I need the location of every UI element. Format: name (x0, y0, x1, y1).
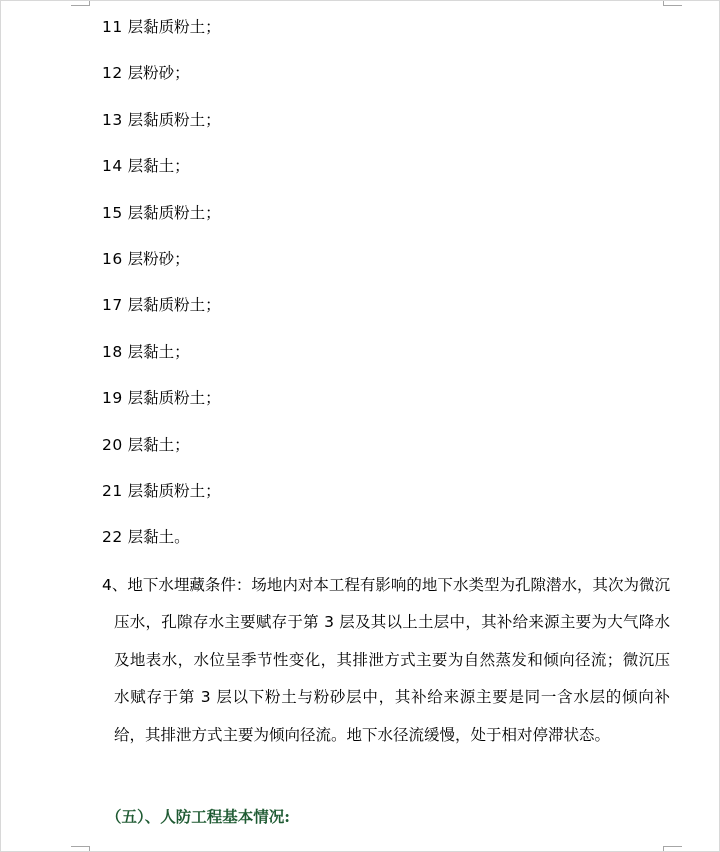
crop-mark-top-left (71, 1, 90, 6)
layer-number: 16 (102, 249, 123, 268)
layer-description: 层黏质粉土； (122, 203, 221, 222)
layer-description: 层黏质粉土； (122, 110, 221, 129)
soil-layer-item (102, 431, 221, 477)
layer-number: 21 (102, 481, 123, 500)
layer-number: 18 (102, 342, 123, 361)
layer-number: 15 (102, 203, 123, 222)
layer-number: 14 (102, 157, 123, 176)
layer-description: 层黏土； (122, 157, 190, 176)
groundwater-paragraph (102, 567, 670, 754)
layer-number: 13 (102, 110, 123, 129)
soil-layer-item (102, 338, 221, 384)
crop-mark-bottom-left (71, 846, 90, 851)
section-heading: （五）、人防工程基本情况: (106, 807, 290, 826)
groundwater-text: 地下水埋藏条件：场地内对本工程有影响的地下水类型为孔隙潜水，其次为微沉压水，孔隙存水主要赋存于第 3 层及其以上土层中，其补给来源主要为大气降水及地表水，水位呈季节性变化，其排泄方式主要为自然蒸发和倾向径流；微沉压水赋存于第 3 层以下粉土与粉砂层中，其补给来源主要是同一含水层的倾向补给，其排泄方式主要为倾向径流。地下水径流缓慢，处于相对停滞状态。 (114, 576, 670, 744)
soil-layer-item (102, 152, 221, 198)
soil-layer-item (102, 523, 221, 569)
crop-mark-bottom-right (663, 846, 682, 851)
layer-description: 层黏质粉土； (122, 389, 221, 408)
layer-description: 层黏土； (122, 342, 190, 361)
soil-layer-item (102, 245, 221, 291)
layer-description: 层粉砂； (122, 64, 190, 83)
layer-description: 层黏质粉土； (122, 18, 221, 36)
soil-layer-item (102, 477, 221, 523)
layer-description: 层黏土。 (122, 528, 190, 547)
layer-number: 17 (102, 296, 123, 315)
layer-description: 层黏土； (122, 435, 190, 454)
layer-number: 19 (102, 389, 123, 408)
layer-description: 层黏质粉土； (122, 296, 221, 315)
soil-layer-item (102, 13, 221, 59)
soil-layer-item (102, 59, 221, 105)
layer-description: 层粉砂； (122, 249, 190, 268)
layer-number: 11 (102, 18, 123, 36)
layer-number: 20 (102, 435, 123, 454)
soil-layer-item (102, 291, 221, 337)
soil-layer-item (102, 199, 221, 245)
layer-number: 22 (102, 528, 123, 547)
soil-layer-item (102, 384, 221, 430)
layer-number: 12 (102, 64, 123, 83)
groundwater-label: 4、 (102, 576, 128, 594)
soil-layer-item (102, 106, 221, 152)
crop-mark-top-right (663, 1, 682, 6)
layer-description: 层黏质粉土； (122, 481, 221, 500)
soil-layer-list (102, 13, 221, 570)
